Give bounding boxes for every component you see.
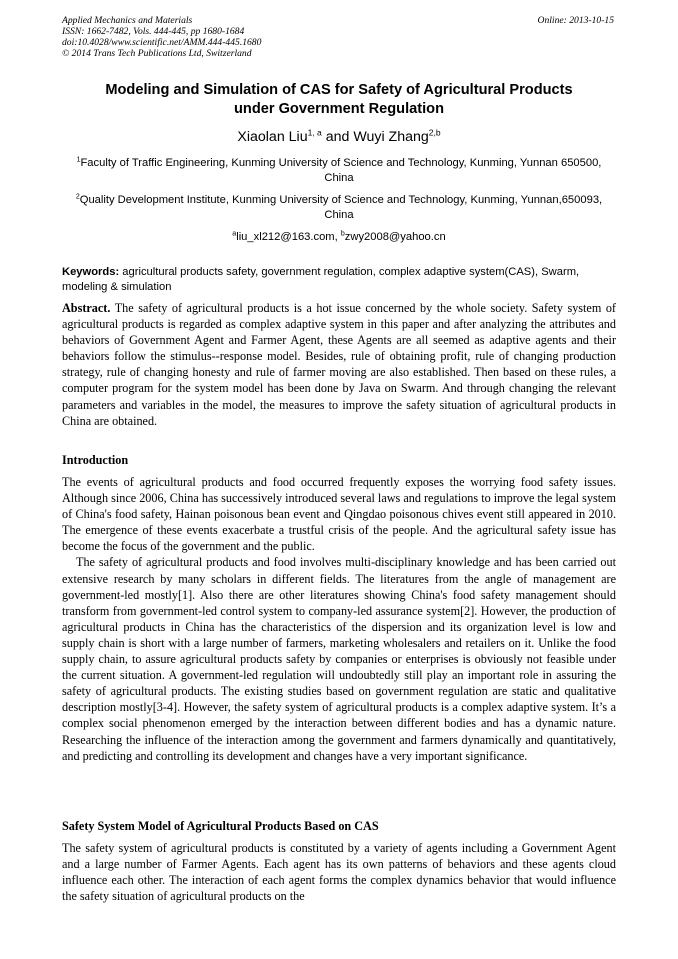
introduction-body bbox=[62, 474, 616, 764]
introduction-paragraph-2: The safety of agricultural products and food involves multi-disciplinary knowledge and has been carried out extensive research by many scholars in different fields. The literatures from the angle of management are government-led mostly[1]. Also there are other literatures showing China's food safety management should transform from government-led control system to company-led assurance system[2]. However, the production of agricultural products in China has the characteristics of the dispersion and its organization level is low and supply chain is short with a large number of farmers, marketing wholesalers and retailers on it. Unlike the food supply chain, to assure agricultural products safety by companies or enterprises is obviously not feasible under the current situation. A government-led regulation will undoubtedly still play an important role in assuring the safety of agricultural products. The existing studies based on government regulation are static and qualitative description mostly[3-4]. However, the safety system of agricultural products is a complex adaptive system. It’s a complex social phenomenon emerged by the interaction between different bodies and has a dynamic nature. Researching the influence of the interaction among the government and farmers dynamically and quantitatively, and predicting and controlling its development and changes have a very important significance. bbox=[62, 555, 616, 763]
author-and: and bbox=[321, 129, 354, 145]
author-line bbox=[62, 128, 616, 146]
paper-title bbox=[62, 81, 616, 119]
abstract-text: The safety of agricultural products is a hot issue concerned by the whole society. Safety system of agricultural products is regarded as complex adaptive system in this paper and after analyzing the attributes and behaviors of Government Agent and Farmer Agent, these Agents are all seemed as adaptive agents and their behaviors follow the stimulus--response model. Besides, rule of obtaining profit, rule of changing production strategy, rule of changing honesty and rule of farmer moving are also established. Then based on these rules, a computer program for the system model has been done by Java on Swarm. And through changing the relevant parameters and variables in the model, the measures to improve the safety situation of agricultural products in China are obtained. bbox=[62, 301, 616, 428]
introduction-paragraph-1: The events of agricultural products and food occurred frequently exposes the worrying food safety issues. Although since 2006, China has successively introduced several laws and regulations to improve the legal system of China's food safety, Hainan poisonous bean event and Qingdao poisonous chives event still appeared in 2010. The emergence of these events exacerbate a trustful crisis of the people. And the agricultural safety issue has become the focus of the government and the public. bbox=[62, 475, 616, 554]
abstract-label: Abstract. bbox=[62, 301, 111, 315]
email-1: liu_xl212@163.com, bbox=[236, 231, 341, 243]
online-date: Online: 2013-10-15 bbox=[537, 15, 614, 26]
paper-title-line1: Modeling and Simulation of CAS for Safety of Agricultural Products bbox=[105, 82, 573, 98]
section-2-heading: Safety System Model of Agricultural Products Based on CAS bbox=[62, 819, 379, 833]
author-2-affiliation-mark: 2,b bbox=[428, 127, 441, 138]
section-2-paragraph-1: The safety system of agricultural products is constituted by a variety of agents including a Government Agent and a large number of Farmer Agents. Each agent has its own patterns of behaviors and these agents cloud influence each other. The interaction of each agent forms the complex dynamics behavior that would influence the safety situation of agricultural products on the bbox=[62, 841, 616, 904]
paper-title-line2: under Government Regulation bbox=[233, 101, 444, 117]
author-1-affiliation-mark: 1, a bbox=[307, 127, 322, 138]
author-2: Wuyi Zhang bbox=[353, 129, 429, 145]
affiliation-1-mark: 1 bbox=[76, 156, 81, 164]
affiliation-1-text: Faculty of Traffic Engineering, Kunming University of Science and Technology, Kunming, Yunnan 650500, China bbox=[80, 157, 602, 184]
journal-name: Applied Mechanics and Materials bbox=[62, 15, 193, 26]
keywords-block bbox=[62, 265, 616, 294]
keywords-text: agricultural products safety, government regulation, complex adaptive system(CAS), Swarm, modeling & simulation bbox=[62, 266, 580, 293]
journal-issn: ISSN: 1662-7482, Vols. 444-445, pp 1680-1684 bbox=[62, 26, 245, 37]
abstract-block bbox=[62, 300, 616, 429]
author-emails bbox=[62, 230, 616, 245]
section-2-body bbox=[62, 840, 616, 904]
journal-copyright: © 2014 Trans Tech Publications Ltd, Switzerland bbox=[62, 48, 252, 59]
email-1-mark: a bbox=[232, 230, 237, 238]
author-1: Xiaolan Liu bbox=[237, 129, 308, 145]
affiliation-2-text: Quality Development Institute, Kunming University of Science and Technology, Kunming, Yunnan,650093, China bbox=[79, 194, 603, 221]
affiliation-1 bbox=[62, 156, 616, 186]
introduction-heading: Introduction bbox=[62, 453, 129, 467]
keywords-label: Keywords: bbox=[62, 266, 120, 278]
affiliation-2 bbox=[62, 193, 616, 223]
journal-doi: doi:10.4028/www.scientific.net/AMM.444-445.1680 bbox=[62, 37, 262, 48]
journal-header bbox=[62, 15, 261, 59]
email-2: zwy2008@yahoo.cn bbox=[344, 231, 446, 243]
email-2-mark: b bbox=[340, 230, 345, 238]
affiliation-2-mark: 2 bbox=[75, 193, 80, 201]
